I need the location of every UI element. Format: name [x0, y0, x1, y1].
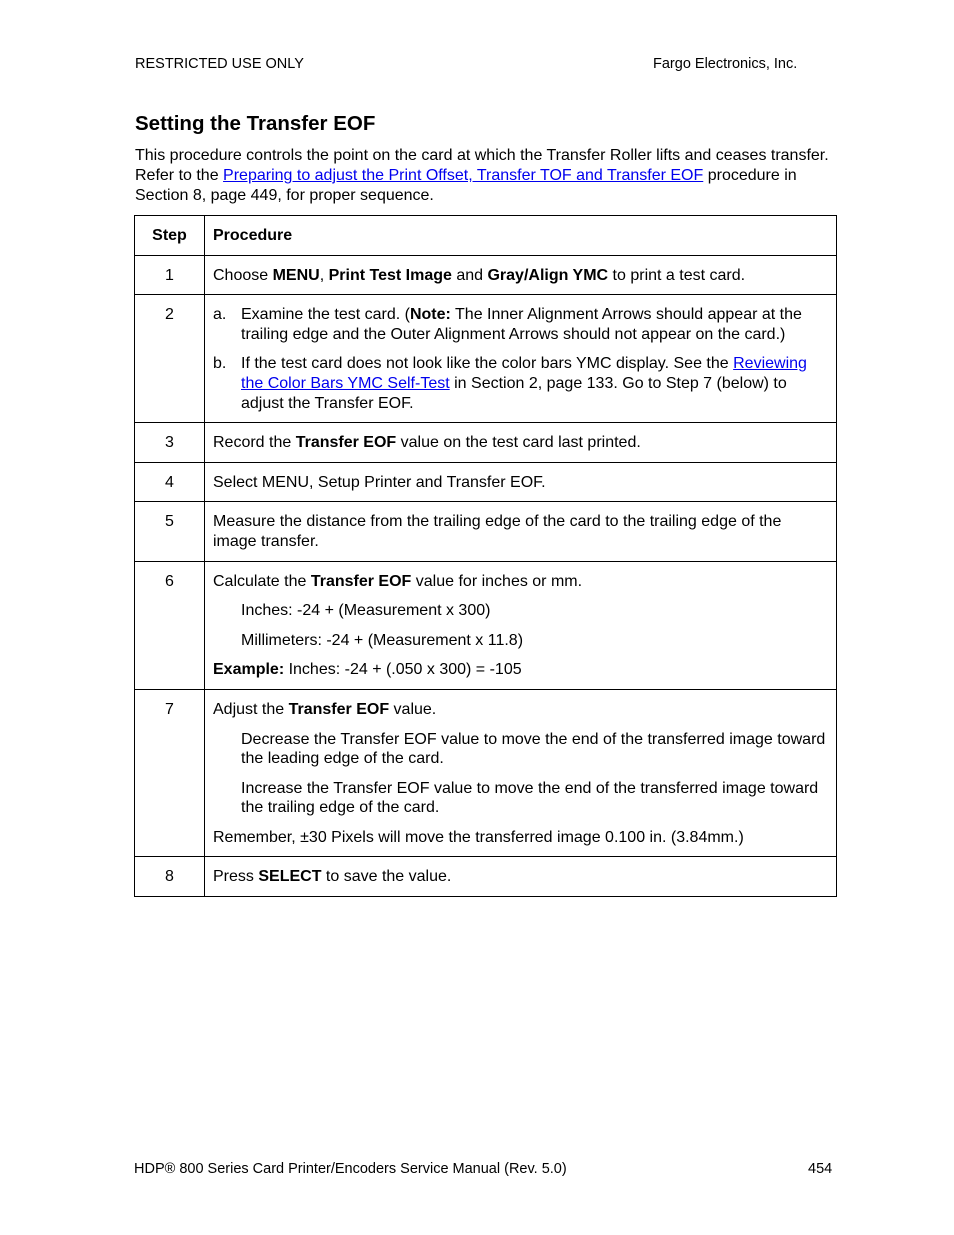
procedure-text	[213, 256, 828, 295]
text: to print a test card.	[608, 266, 746, 284]
table-row	[135, 295, 837, 423]
bold-text: Transfer EOF	[295, 434, 397, 452]
example-label: Example:	[213, 661, 285, 679]
header-procedure: Procedure	[213, 227, 293, 244]
table-row	[135, 689, 837, 857]
table-header-row	[135, 216, 837, 256]
intro-text-2: procedure in Section 8, page 449, for proper sequence.	[135, 167, 797, 204]
text: ,	[319, 266, 329, 284]
color-bars-self-test-link[interactable]: Reviewing the Color Bars YMC Self-Test	[241, 355, 807, 392]
header-step: Step	[152, 227, 187, 244]
step-number: 2	[165, 306, 174, 324]
item-text	[241, 305, 828, 344]
step-number: 4	[165, 473, 174, 491]
bold-text: Transfer EOF	[310, 572, 412, 590]
table-row	[135, 462, 837, 502]
text: and	[451, 266, 488, 284]
step-number: 3	[165, 434, 174, 452]
note-label: Note:	[409, 306, 451, 324]
header-left: RESTRICTED USE ONLY	[135, 56, 304, 72]
text: to save the value.	[321, 868, 452, 886]
procedure-text	[213, 423, 828, 462]
table-row	[135, 561, 837, 689]
header-procedure-cell	[205, 216, 837, 256]
text: Adjust the	[213, 700, 289, 718]
page-title: Setting the Transfer EOF	[135, 112, 376, 135]
increase-instruction: Increase the Transfer EOF value to move the end of the transferred image toward the trailing edge of the card.	[241, 779, 819, 817]
text: Record the	[213, 434, 296, 452]
example-text	[213, 660, 828, 680]
procedure-text	[213, 700, 828, 720]
table-row	[135, 857, 837, 897]
procedure-table	[134, 215, 837, 897]
list-item	[213, 354, 828, 413]
text: Calculate the	[213, 572, 311, 590]
step-number: 5	[165, 513, 174, 531]
text: Examine the test card. (	[241, 306, 410, 324]
step-number: 7	[165, 700, 174, 718]
item-label: a.	[213, 306, 227, 324]
text: value on the test card last printed.	[396, 434, 641, 452]
text: Inches: -24 + (.050 x 300) = -105	[284, 661, 522, 679]
item-label: b.	[213, 355, 227, 373]
text: The Inner Alignment Arrows should appear at the trailing edge and the Outer Alignment Arrows should not appear on the card.)	[241, 306, 802, 343]
bold-text: Transfer EOF	[288, 700, 390, 718]
decrease-instruction: Decrease the Transfer EOF value to move the end of the transferred image toward the leading edge of the card.	[241, 730, 826, 768]
millimeters-formula: Millimeters: -24 + (Measurement x 11.8)	[241, 631, 524, 649]
bold-text: Print Test Image	[328, 266, 452, 284]
text: If the test card does not look like the color bars YMC display. See the	[241, 355, 734, 373]
text: Press	[213, 868, 259, 886]
step-number: 8	[165, 868, 174, 886]
footer-manual-title: HDP® 800 Series Card Printer/Encoders Service Manual (Rev. 5.0)	[134, 1161, 567, 1177]
item-text	[241, 354, 828, 413]
list-item	[213, 305, 828, 344]
step-number: 1	[165, 266, 174, 284]
text: in Section 2, page 133. Go to Step 7 (below) to adjust the Transfer EOF.	[241, 374, 787, 412]
bold-text: SELECT	[258, 868, 322, 886]
table-row	[135, 502, 837, 561]
intro-text-1: This procedure controls the point on the card at which the Transfer Roller lifts and ceases transfer. Refer to the	[135, 147, 829, 184]
procedure-text	[213, 572, 828, 592]
procedure-text: Measure the distance from the trailing edge of the card to the trailing edge of the image transfer.	[213, 513, 782, 550]
header-right: Fargo Electronics, Inc.	[653, 56, 798, 72]
procedure-text	[213, 857, 828, 896]
text: Choose	[213, 266, 273, 284]
intro-paragraph	[135, 146, 835, 206]
table-row	[135, 423, 837, 463]
bold-text: MENU	[272, 266, 320, 284]
page-number: 454	[808, 1161, 833, 1177]
text: value for inches or mm.	[411, 572, 583, 590]
header-step-cell	[135, 216, 205, 256]
inches-formula: Inches: -24 + (Measurement x 300)	[241, 602, 491, 620]
remember-note: Remember, ±30 Pixels will move the transferred image 0.100 in. (3.84mm.)	[213, 828, 744, 846]
procedure-text: Select MENU, Setup Printer and Transfer EOF.	[213, 473, 546, 491]
table-row	[135, 255, 837, 295]
text: value.	[389, 700, 437, 718]
step-number: 6	[165, 572, 174, 590]
bold-text: Gray/Align YMC	[487, 266, 609, 284]
preparing-adjust-link[interactable]: Preparing to adjust the Print Offset, Transfer TOF and Transfer EOF	[223, 167, 704, 184]
